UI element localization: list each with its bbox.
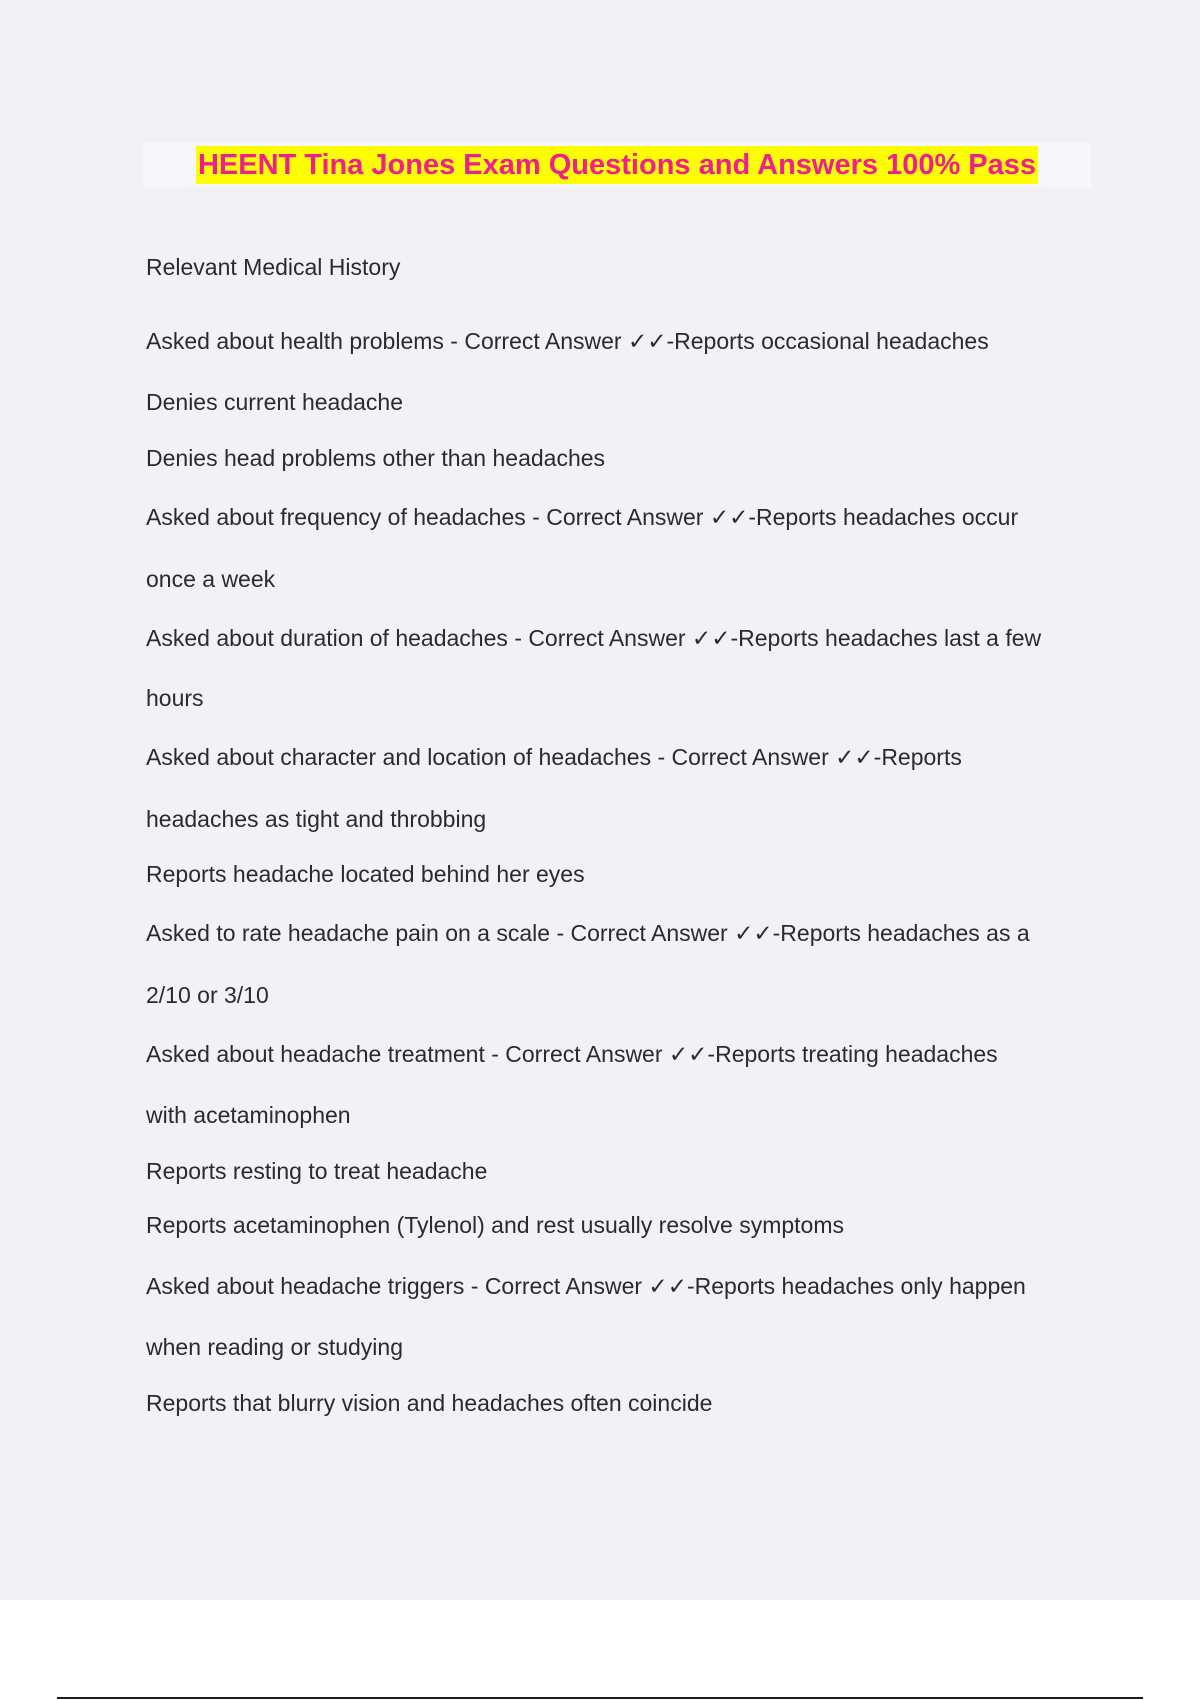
text-line: when reading or studying (146, 1334, 403, 1360)
text-line: Reports that blurry vision and headaches often coincide (146, 1390, 713, 1416)
text-line: Asked about headache triggers - Correct Answer ✓✓-Reports headaches only happen (146, 1273, 1026, 1299)
text-line: Asked about headache treatment - Correct Answer ✓✓-Reports treating headaches (146, 1041, 998, 1067)
text-line: hours (146, 685, 204, 711)
text-line: 2/10 or 3/10 (146, 982, 269, 1008)
text-line: Asked about health problems - Correct Answer ✓✓-Reports occasional headaches (146, 328, 989, 354)
text-line: Denies current headache (146, 389, 403, 415)
section-heading: Relevant Medical History (146, 254, 401, 280)
text-line: Asked about duration of headaches - Correct Answer ✓✓-Reports headaches last a few (146, 625, 1042, 651)
text-line: headaches as tight and throbbing (146, 806, 487, 832)
text-line: once a week (146, 566, 276, 592)
footer-divider (57, 1697, 1143, 1699)
text-line: Reports acetaminophen (Tylenol) and rest usually resolve symptoms (146, 1212, 844, 1238)
document-title: HEENT Tina Jones Exam Questions and Answers 100% Pass (196, 146, 1038, 184)
text-line: Asked about character and location of headaches - Correct Answer ✓✓-Reports (146, 744, 962, 770)
text-line: with acetaminophen (146, 1102, 351, 1128)
text-line: Asked about frequency of headaches - Correct Answer ✓✓-Reports headaches occur (146, 504, 1019, 530)
text-line: Asked to rate headache pain on a scale - Correct Answer ✓✓-Reports headaches as a (146, 920, 1030, 946)
text-line: Denies head problems other than headaches (146, 445, 606, 471)
title-band (143, 143, 1091, 187)
text-line: Reports headache located behind her eyes (146, 861, 585, 887)
text-line: Reports resting to treat headache (146, 1158, 488, 1184)
